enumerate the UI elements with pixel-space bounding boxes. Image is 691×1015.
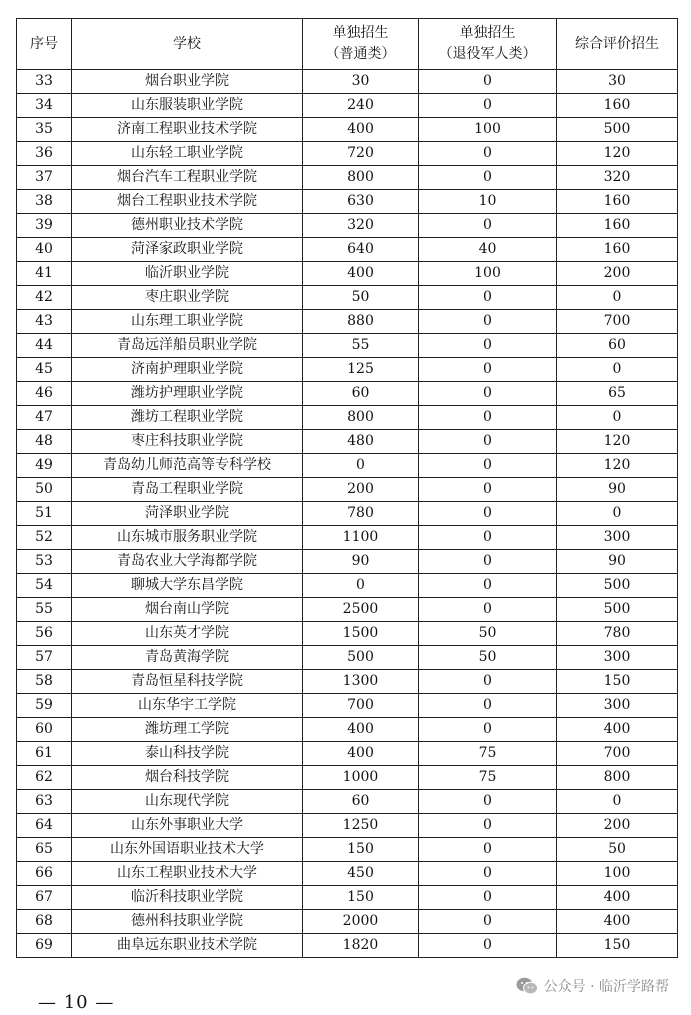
- cell-comprehensive-evaluation: 800: [557, 766, 678, 790]
- cell-no: 50: [17, 478, 72, 502]
- cell-school: 青岛恒星科技学院: [72, 670, 303, 694]
- cell-independent-general: 400: [303, 742, 419, 766]
- cell-no: 60: [17, 718, 72, 742]
- cell-no: 36: [17, 142, 72, 166]
- cell-school: 山东英才学院: [72, 622, 303, 646]
- cell-independent-general: 60: [303, 382, 419, 406]
- cell-comprehensive-evaluation: 90: [557, 478, 678, 502]
- header-comprehensive-evaluation: 综合评价招生: [557, 19, 678, 70]
- header-independent-veteran: [419, 19, 557, 70]
- wechat-icon: [516, 977, 538, 995]
- table-row: [17, 70, 678, 94]
- cell-no: 55: [17, 598, 72, 622]
- cell-independent-veteran: 75: [419, 742, 557, 766]
- cell-no: 66: [17, 862, 72, 886]
- cell-comprehensive-evaluation: 160: [557, 94, 678, 118]
- cell-independent-veteran: 0: [419, 934, 557, 958]
- cell-independent-veteran: 50: [419, 646, 557, 670]
- table-row: [17, 94, 678, 118]
- cell-independent-veteran: 0: [419, 838, 557, 862]
- cell-independent-veteran: 40: [419, 238, 557, 262]
- table-header: [17, 19, 678, 70]
- cell-no: 57: [17, 646, 72, 670]
- cell-school: 烟台职业学院: [72, 70, 303, 94]
- cell-independent-veteran: 0: [419, 94, 557, 118]
- table-row: [17, 214, 678, 238]
- cell-independent-general: 800: [303, 406, 419, 430]
- cell-independent-veteran: 0: [419, 502, 557, 526]
- table-row: [17, 718, 678, 742]
- cell-no: 40: [17, 238, 72, 262]
- cell-comprehensive-evaluation: 120: [557, 430, 678, 454]
- cell-no: 39: [17, 214, 72, 238]
- cell-independent-veteran: 0: [419, 334, 557, 358]
- cell-comprehensive-evaluation: 90: [557, 550, 678, 574]
- cell-comprehensive-evaluation: 30: [557, 70, 678, 94]
- cell-school: 山东外国语职业技术大学: [72, 838, 303, 862]
- cell-independent-general: 700: [303, 694, 419, 718]
- cell-school: 枣庄职业学院: [72, 286, 303, 310]
- cell-independent-general: 50: [303, 286, 419, 310]
- cell-independent-general: 55: [303, 334, 419, 358]
- cell-comprehensive-evaluation: 200: [557, 814, 678, 838]
- header-independent-veteran-line1: 单独招生: [459, 25, 516, 41]
- cell-no: 59: [17, 694, 72, 718]
- cell-school: 山东理工职业学院: [72, 310, 303, 334]
- cell-independent-general: 200: [303, 478, 419, 502]
- table-row: [17, 670, 678, 694]
- cell-school: 烟台南山学院: [72, 598, 303, 622]
- table-row: [17, 622, 678, 646]
- table-row: [17, 766, 678, 790]
- cell-independent-general: 880: [303, 310, 419, 334]
- cell-no: 58: [17, 670, 72, 694]
- cell-independent-general: 30: [303, 70, 419, 94]
- cell-school: 济南工程职业技术学院: [72, 118, 303, 142]
- table-row: [17, 862, 678, 886]
- cell-no: 51: [17, 502, 72, 526]
- watermark-text: 公众号 · 临沂学路帮: [543, 979, 669, 995]
- table-row: [17, 742, 678, 766]
- cell-comprehensive-evaluation: 100: [557, 862, 678, 886]
- table-row: [17, 478, 678, 502]
- cell-independent-general: 320: [303, 214, 419, 238]
- cell-comprehensive-evaluation: 700: [557, 742, 678, 766]
- cell-independent-general: 60: [303, 790, 419, 814]
- cell-no: 53: [17, 550, 72, 574]
- cell-comprehensive-evaluation: 300: [557, 646, 678, 670]
- cell-independent-veteran: 0: [419, 910, 557, 934]
- cell-independent-veteran: 0: [419, 478, 557, 502]
- cell-school: 潍坊工程职业学院: [72, 406, 303, 430]
- header-independent-general-line2: （普通类）: [325, 46, 396, 62]
- table-row: [17, 262, 678, 286]
- cell-school: 菏泽职业学院: [72, 502, 303, 526]
- cell-comprehensive-evaluation: 200: [557, 262, 678, 286]
- header-independent-veteran-line2: （退役军人类）: [438, 46, 537, 62]
- table-row: [17, 574, 678, 598]
- cell-comprehensive-evaluation: 150: [557, 670, 678, 694]
- cell-independent-general: 150: [303, 838, 419, 862]
- cell-school: 烟台工程职业技术学院: [72, 190, 303, 214]
- cell-school: 山东华宇工学院: [72, 694, 303, 718]
- cell-independent-general: 400: [303, 718, 419, 742]
- cell-comprehensive-evaluation: 300: [557, 694, 678, 718]
- cell-independent-veteran: 0: [419, 550, 557, 574]
- table-row: [17, 190, 678, 214]
- enrollment-table-container: [16, 18, 677, 958]
- cell-no: 62: [17, 766, 72, 790]
- table-row: [17, 454, 678, 478]
- cell-school: 山东外事职业大学: [72, 814, 303, 838]
- cell-no: 68: [17, 910, 72, 934]
- page-number: — 10 —: [38, 992, 115, 1013]
- cell-school: 烟台科技学院: [72, 766, 303, 790]
- cell-school: 山东服装职业学院: [72, 94, 303, 118]
- cell-no: 64: [17, 814, 72, 838]
- cell-no: 65: [17, 838, 72, 862]
- cell-no: 37: [17, 166, 72, 190]
- cell-school: 聊城大学东昌学院: [72, 574, 303, 598]
- cell-comprehensive-evaluation: 300: [557, 526, 678, 550]
- cell-independent-veteran: 0: [419, 454, 557, 478]
- cell-independent-veteran: 0: [419, 430, 557, 454]
- cell-independent-veteran: 50: [419, 622, 557, 646]
- cell-school: 菏泽家政职业学院: [72, 238, 303, 262]
- cell-no: 52: [17, 526, 72, 550]
- cell-school: 青岛远洋船员职业学院: [72, 334, 303, 358]
- cell-independent-veteran: 0: [419, 526, 557, 550]
- cell-independent-veteran: 100: [419, 262, 557, 286]
- cell-independent-veteran: 0: [419, 286, 557, 310]
- cell-no: 38: [17, 190, 72, 214]
- table-row: [17, 430, 678, 454]
- table-row: [17, 310, 678, 334]
- cell-independent-general: 0: [303, 574, 419, 598]
- cell-school: 青岛农业大学海都学院: [72, 550, 303, 574]
- cell-independent-veteran: 0: [419, 598, 557, 622]
- cell-school: 烟台汽车工程职业学院: [72, 166, 303, 190]
- cell-school: 泰山科技学院: [72, 742, 303, 766]
- cell-independent-veteran: 0: [419, 70, 557, 94]
- cell-independent-veteran: 0: [419, 166, 557, 190]
- table-row: [17, 238, 678, 262]
- table-row: [17, 646, 678, 670]
- cell-independent-general: 720: [303, 142, 419, 166]
- cell-independent-general: 400: [303, 262, 419, 286]
- cell-independent-veteran: 0: [419, 358, 557, 382]
- cell-comprehensive-evaluation: 400: [557, 718, 678, 742]
- table-row: [17, 694, 678, 718]
- cell-independent-general: 1500: [303, 622, 419, 646]
- cell-independent-general: 2000: [303, 910, 419, 934]
- cell-comprehensive-evaluation: 120: [557, 142, 678, 166]
- cell-no: 47: [17, 406, 72, 430]
- cell-independent-general: 780: [303, 502, 419, 526]
- cell-independent-general: 800: [303, 166, 419, 190]
- cell-independent-general: 630: [303, 190, 419, 214]
- cell-independent-general: 1100: [303, 526, 419, 550]
- cell-school: 济南护理职业学院: [72, 358, 303, 382]
- table-row: [17, 334, 678, 358]
- cell-comprehensive-evaluation: 50: [557, 838, 678, 862]
- header-independent-general-line1: 单独招生: [332, 25, 389, 41]
- table-row: [17, 406, 678, 430]
- table-body: [17, 70, 678, 958]
- cell-independent-general: 500: [303, 646, 419, 670]
- watermark: [516, 976, 669, 996]
- cell-independent-general: 150: [303, 886, 419, 910]
- cell-independent-veteran: 0: [419, 718, 557, 742]
- cell-comprehensive-evaluation: 400: [557, 910, 678, 934]
- table-row: [17, 286, 678, 310]
- cell-independent-veteran: 0: [419, 694, 557, 718]
- cell-independent-veteran: 0: [419, 214, 557, 238]
- cell-no: 49: [17, 454, 72, 478]
- cell-independent-general: 1250: [303, 814, 419, 838]
- cell-independent-veteran: 0: [419, 310, 557, 334]
- cell-comprehensive-evaluation: 700: [557, 310, 678, 334]
- cell-school: 青岛幼儿师范高等专科学校: [72, 454, 303, 478]
- cell-school: 潍坊护理职业学院: [72, 382, 303, 406]
- cell-comprehensive-evaluation: 0: [557, 406, 678, 430]
- cell-comprehensive-evaluation: 500: [557, 574, 678, 598]
- table-row: [17, 502, 678, 526]
- cell-comprehensive-evaluation: 160: [557, 190, 678, 214]
- cell-independent-general: 240: [303, 94, 419, 118]
- cell-independent-veteran: 0: [419, 862, 557, 886]
- cell-independent-general: 1300: [303, 670, 419, 694]
- header-school: 学校: [72, 19, 303, 70]
- cell-independent-general: 640: [303, 238, 419, 262]
- cell-independent-general: 480: [303, 430, 419, 454]
- cell-comprehensive-evaluation: 0: [557, 358, 678, 382]
- cell-independent-veteran: 0: [419, 406, 557, 430]
- cell-no: 44: [17, 334, 72, 358]
- cell-independent-general: 1820: [303, 934, 419, 958]
- table-row: [17, 886, 678, 910]
- cell-no: 48: [17, 430, 72, 454]
- cell-no: 43: [17, 310, 72, 334]
- cell-no: 35: [17, 118, 72, 142]
- table-row: [17, 526, 678, 550]
- table-row: [17, 118, 678, 142]
- cell-comprehensive-evaluation: 160: [557, 214, 678, 238]
- cell-independent-veteran: 0: [419, 382, 557, 406]
- cell-no: 42: [17, 286, 72, 310]
- table-row: [17, 358, 678, 382]
- header-no: 序号: [17, 19, 72, 70]
- cell-independent-veteran: 0: [419, 574, 557, 598]
- cell-independent-veteran: 75: [419, 766, 557, 790]
- cell-no: 54: [17, 574, 72, 598]
- cell-independent-veteran: 0: [419, 142, 557, 166]
- cell-independent-general: 450: [303, 862, 419, 886]
- cell-no: 46: [17, 382, 72, 406]
- cell-comprehensive-evaluation: 160: [557, 238, 678, 262]
- cell-school: 山东轻工职业学院: [72, 142, 303, 166]
- cell-independent-veteran: 0: [419, 790, 557, 814]
- cell-independent-veteran: 10: [419, 190, 557, 214]
- cell-school: 青岛黄海学院: [72, 646, 303, 670]
- cell-independent-veteran: 100: [419, 118, 557, 142]
- cell-school: 枣庄科技职业学院: [72, 430, 303, 454]
- cell-school: 德州科技职业学院: [72, 910, 303, 934]
- cell-school: 山东城市服务职业学院: [72, 526, 303, 550]
- cell-independent-general: 0: [303, 454, 419, 478]
- cell-school: 德州职业技术学院: [72, 214, 303, 238]
- table-row: [17, 934, 678, 958]
- cell-school: 临沂科技职业学院: [72, 886, 303, 910]
- table-row: [17, 910, 678, 934]
- enrollment-table: [16, 18, 678, 958]
- cell-school: 曲阜远东职业技术学院: [72, 934, 303, 958]
- cell-independent-veteran: 0: [419, 886, 557, 910]
- cell-school: 潍坊理工学院: [72, 718, 303, 742]
- cell-comprehensive-evaluation: 0: [557, 286, 678, 310]
- cell-comprehensive-evaluation: 120: [557, 454, 678, 478]
- cell-no: 69: [17, 934, 72, 958]
- cell-independent-general: 90: [303, 550, 419, 574]
- cell-no: 63: [17, 790, 72, 814]
- cell-no: 41: [17, 262, 72, 286]
- cell-school: 青岛工程职业学院: [72, 478, 303, 502]
- header-independent-general: [303, 19, 419, 70]
- cell-school: 山东工程职业技术大学: [72, 862, 303, 886]
- table-row: [17, 814, 678, 838]
- table-row: [17, 598, 678, 622]
- cell-independent-general: 1000: [303, 766, 419, 790]
- cell-no: 56: [17, 622, 72, 646]
- cell-independent-veteran: 0: [419, 814, 557, 838]
- cell-no: 67: [17, 886, 72, 910]
- cell-no: 34: [17, 94, 72, 118]
- table-row: [17, 790, 678, 814]
- table-row: [17, 142, 678, 166]
- cell-comprehensive-evaluation: 500: [557, 118, 678, 142]
- cell-school: 临沂职业学院: [72, 262, 303, 286]
- table-row: [17, 166, 678, 190]
- cell-independent-veteran: 0: [419, 670, 557, 694]
- cell-school: 山东现代学院: [72, 790, 303, 814]
- table-row: [17, 838, 678, 862]
- cell-comprehensive-evaluation: 0: [557, 790, 678, 814]
- cell-comprehensive-evaluation: 500: [557, 598, 678, 622]
- cell-comprehensive-evaluation: 780: [557, 622, 678, 646]
- header-row: [17, 19, 678, 70]
- table-row: [17, 550, 678, 574]
- cell-comprehensive-evaluation: 0: [557, 502, 678, 526]
- cell-independent-general: 125: [303, 358, 419, 382]
- cell-comprehensive-evaluation: 320: [557, 166, 678, 190]
- cell-comprehensive-evaluation: 150: [557, 934, 678, 958]
- cell-comprehensive-evaluation: 60: [557, 334, 678, 358]
- cell-independent-general: 2500: [303, 598, 419, 622]
- cell-no: 61: [17, 742, 72, 766]
- table-row: [17, 382, 678, 406]
- cell-no: 45: [17, 358, 72, 382]
- cell-independent-general: 400: [303, 118, 419, 142]
- cell-no: 33: [17, 70, 72, 94]
- cell-comprehensive-evaluation: 400: [557, 886, 678, 910]
- cell-comprehensive-evaluation: 65: [557, 382, 678, 406]
